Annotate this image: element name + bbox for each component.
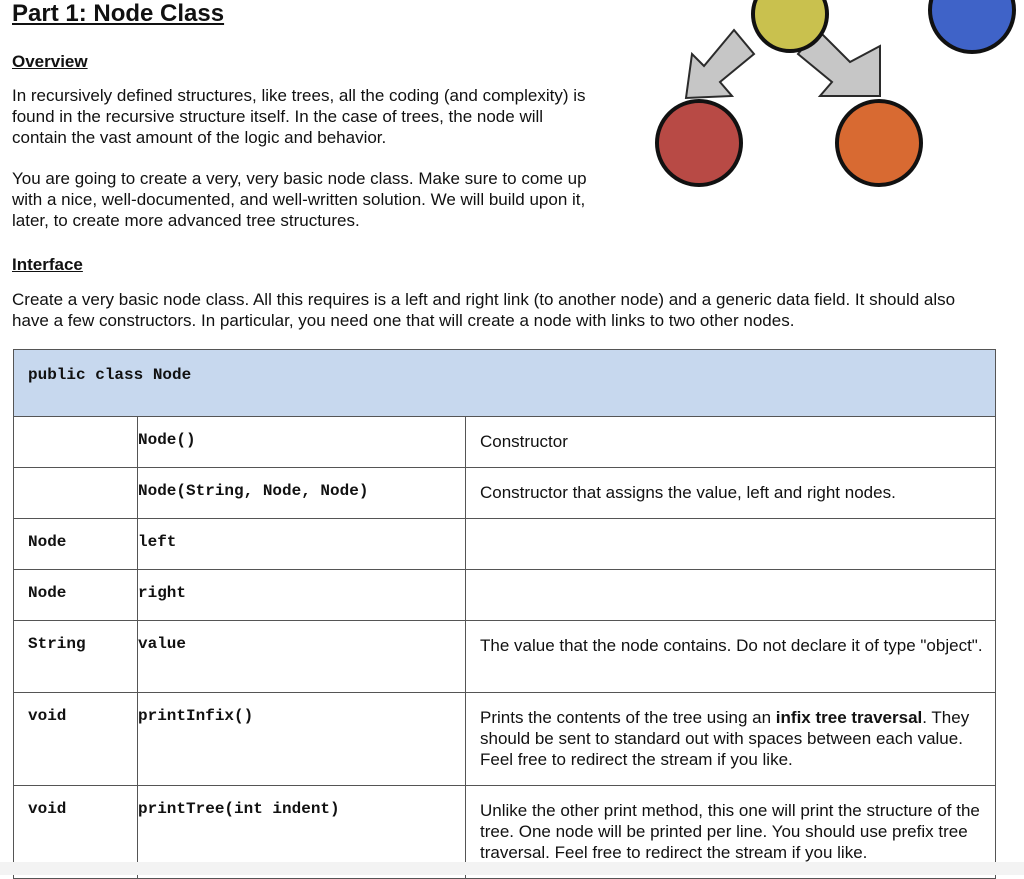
description-text: Prints the contents of the tree using an — [480, 708, 776, 727]
page-title: Part 1: Node Class — [12, 0, 225, 27]
description-cell: Unlike the other print method, this one will print the structure of the tree. One node will be printed per line. You should use prefix tree traversal. Feel free to redirect the stream if you like. — [466, 786, 996, 879]
overview-line: found in the recursive structure itself. In the case of trees, the node will — [12, 107, 544, 126]
member-cell: value — [138, 621, 466, 693]
type-cell — [14, 417, 138, 468]
description-cell — [466, 693, 996, 786]
overview-line: later, to create more advanced tree structures. — [12, 211, 360, 230]
overview-paragraph-1 — [12, 85, 586, 148]
tree-illustration — [650, 0, 1024, 200]
description-bold-text: infix tree traversal — [775, 708, 923, 727]
overview-heading: Overview — [12, 52, 88, 71]
member-cell: left — [138, 519, 466, 570]
member-cell: Node() — [138, 417, 466, 468]
member-cell: printInfix() — [138, 693, 466, 786]
table-header-row — [14, 350, 996, 417]
member-cell: right — [138, 570, 466, 621]
overview-line: with a nice, well-documented, and well-written solution. We will build upon it, — [12, 190, 586, 209]
member-cell: Node(String, Node, Node) — [138, 468, 466, 519]
description-text: . They should be sent to standard out with spaces between each value. Feel free to redirect the stream if you like. — [480, 708, 970, 769]
interface-heading: Interface — [12, 255, 83, 274]
interface-paragraph — [12, 289, 955, 331]
description-cell — [466, 519, 996, 570]
page-bottom-edge — [0, 862, 1024, 875]
type-cell — [14, 468, 138, 519]
description-cell: The value that the node contains. Do not declare it of type "object". — [466, 621, 996, 693]
right-node-circle — [837, 101, 921, 185]
table-header-cell: public class Node — [14, 350, 996, 417]
overview-paragraph-2 — [12, 168, 587, 231]
table-row — [14, 468, 996, 519]
table-row — [14, 621, 996, 693]
description-cell: Constructor — [466, 417, 996, 468]
type-cell: Node — [14, 570, 138, 621]
overview-line: contain the vast amount of the logic and behavior. — [12, 128, 387, 147]
node-interface-table — [13, 349, 996, 879]
table-row — [14, 570, 996, 621]
left-arrow-icon — [686, 30, 754, 98]
extra-node-circle — [930, 0, 1014, 52]
member-cell: printTree(int indent) — [138, 786, 466, 879]
overview-line: You are going to create a very, very basic node class. Make sure to come up — [12, 169, 587, 188]
type-cell: void — [14, 786, 138, 879]
table-row — [14, 693, 996, 786]
interface-line: Create a very basic node class. All this requires is a left and right link (to another node) and a generic data field. It should also — [12, 290, 956, 309]
description-cell — [466, 570, 996, 621]
interface-line: have a few constructors. In particular, you need one that will create a node with links to two other nodes. — [12, 311, 795, 330]
type-cell: String — [14, 621, 138, 693]
type-cell: Node — [14, 519, 138, 570]
description-cell: Constructor that assigns the value, left and right nodes. — [466, 468, 996, 519]
overview-line: In recursively defined structures, like trees, all the coding (and complexity) is — [12, 86, 586, 105]
table-row — [14, 519, 996, 570]
left-node-circle — [657, 101, 741, 185]
type-cell: void — [14, 693, 138, 786]
table-row — [14, 417, 996, 468]
